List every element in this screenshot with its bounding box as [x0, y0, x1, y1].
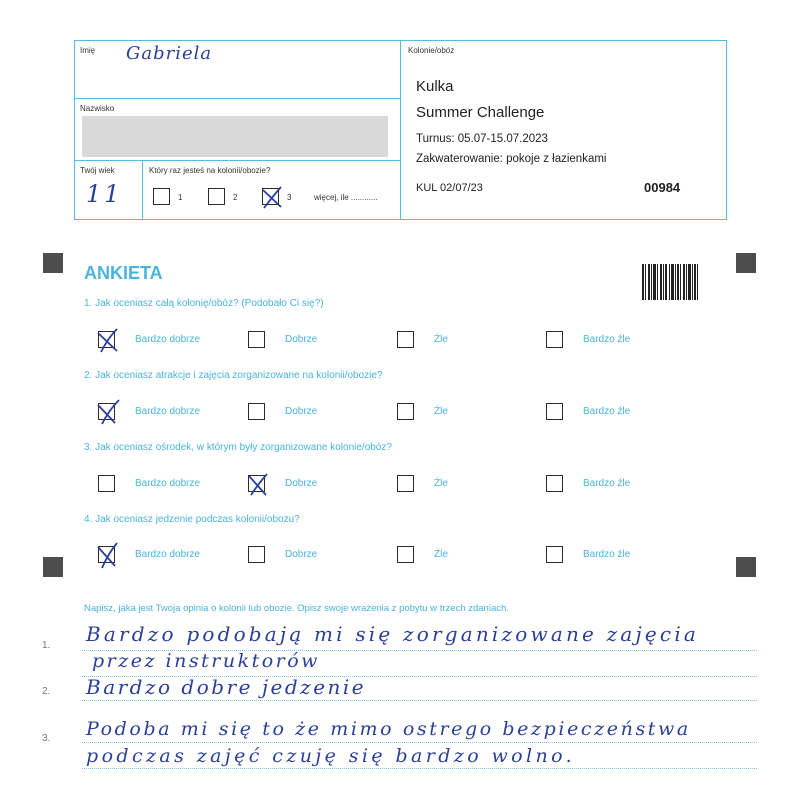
writing-line	[82, 768, 757, 769]
times-more: więcej, ile ............	[314, 193, 378, 202]
registration-marker-top-right	[736, 253, 756, 273]
camp-accommodation: Zakwaterowanie: pokoje z łazienkami	[416, 153, 607, 165]
age-value: 11	[86, 180, 123, 208]
times-checkbox-1[interactable]	[153, 188, 170, 205]
question-1: 1. Jak oceniasz całą kolonię/obóz? (Podobało Ci się?)	[84, 298, 324, 309]
handwritten-line-4: Podoba mi się to że mimo ostrego bezpieczeństwa	[86, 718, 691, 740]
q1-option-zle: Źle	[434, 334, 448, 345]
cross-mark-icon	[95, 399, 121, 425]
times-option-3: 3	[287, 193, 292, 202]
registration-marker-bottom-left	[43, 557, 63, 577]
q3-checkbox-dobrze[interactable]	[248, 475, 265, 492]
camp-code: KUL 02/07/23	[416, 182, 483, 194]
q4-checkbox-dobrze[interactable]	[248, 546, 265, 563]
q1-checkbox-zle[interactable]	[397, 331, 414, 348]
q4-checkbox-bardzo-dobrze[interactable]	[98, 546, 115, 563]
q2-option-bardzo-dobrze: Bardzo dobrze	[135, 406, 201, 417]
q2-option-bardzo-zle: Bardzo źle	[583, 406, 631, 417]
handwritten-line-1: Bardzo podobają mi się zorganizowane zajęcia	[86, 622, 700, 646]
line-number-3: 3.	[42, 733, 51, 744]
surname-label: Nazwisko	[80, 104, 115, 113]
q2-checkbox-dobrze[interactable]	[248, 403, 265, 420]
survey-title: ANKIETA	[84, 263, 163, 283]
q4-checkbox-bardzo-zle[interactable]	[546, 546, 563, 563]
barcode	[642, 264, 698, 300]
question-4: 4. Jak oceniasz jedzenie podczas kolonii/obozu?	[84, 514, 300, 525]
times-checkbox-2[interactable]	[208, 188, 225, 205]
handwritten-line-2: przez instruktorów	[92, 650, 320, 672]
q1-option-bardzo-zle: Bardzo źle	[583, 334, 631, 345]
q3-option-bardzo-zle: Bardzo źle	[583, 478, 631, 489]
q2-checkbox-zle[interactable]	[397, 403, 414, 420]
header-divider-surname	[74, 160, 401, 161]
q2-option-dobrze: Dobrze	[285, 406, 318, 417]
writing-line	[82, 700, 757, 701]
q4-option-zle: Źle	[434, 549, 448, 560]
q3-checkbox-zle[interactable]	[397, 475, 414, 492]
question-2: 2. Jak oceniasz atrakcje i zajęcia zorganizowane na kolonii/obozie?	[84, 370, 383, 381]
line-number-2: 2.	[42, 686, 51, 697]
cross-mark-icon	[95, 327, 121, 353]
q2-checkbox-bardzo-dobrze[interactable]	[98, 403, 115, 420]
q4-option-bardzo-dobrze: Bardzo dobrze	[135, 549, 201, 560]
age-label: Twój wiek	[80, 166, 115, 175]
q1-checkbox-bardzo-zle[interactable]	[546, 331, 563, 348]
q1-checkbox-bardzo-dobrze[interactable]	[98, 331, 115, 348]
camp-program: Summer Challenge	[416, 104, 545, 121]
q1-checkbox-dobrze[interactable]	[248, 331, 265, 348]
times-label: Który raz jesteś na kolonii/obozie?	[149, 166, 271, 175]
writing-line	[82, 742, 757, 743]
name-value: Gabriela	[126, 43, 213, 64]
camp-turnus: Turnus: 05.07-15.07.2023	[416, 133, 548, 145]
times-option-1: 1	[178, 193, 183, 202]
registration-marker-top-left	[43, 253, 63, 273]
question-3: 3. Jak oceniasz ośrodek, w którym były zorganizowane kolonie/obóz?	[84, 442, 392, 453]
surname-redaction	[82, 116, 388, 157]
form-number: 00984	[644, 180, 681, 195]
cross-mark-icon	[95, 542, 121, 568]
q4-option-dobrze: Dobrze	[285, 549, 318, 560]
q3-option-bardzo-dobrze: Bardzo dobrze	[135, 478, 201, 489]
times-option-2: 2	[233, 193, 238, 202]
header-divider-name	[74, 98, 401, 99]
handwritten-line-3: Bardzo dobre jedzenie	[86, 675, 367, 699]
line-number-1: 1.	[42, 640, 51, 651]
handwritten-line-5: podczas zajęć czuję się bardzo wolno.	[86, 745, 576, 767]
name-label: Imię	[80, 46, 96, 55]
q3-option-zle: Źle	[434, 478, 448, 489]
q1-option-dobrze: Dobrze	[285, 334, 318, 345]
q4-checkbox-zle[interactable]	[397, 546, 414, 563]
camp-name: Kulka	[416, 78, 454, 95]
camp-label: Kolonie/obóz	[408, 46, 455, 55]
header-divider-vertical	[400, 40, 401, 219]
q1-option-bardzo-dobrze: Bardzo dobrze	[135, 334, 201, 345]
q3-option-dobrze: Dobrze	[285, 478, 318, 489]
opinion-prompt: Napisz, jaka jest Twoja opinia o kolonii lub obozie. Opisz swoje wrażenia z pobytu w trzech zdaniach.	[84, 603, 509, 614]
q4-option-bardzo-zle: Bardzo źle	[583, 549, 631, 560]
times-checkbox-3[interactable]	[262, 188, 279, 205]
q3-checkbox-bardzo-zle[interactable]	[546, 475, 563, 492]
registration-marker-bottom-right	[736, 557, 756, 577]
q2-checkbox-bardzo-zle[interactable]	[546, 403, 563, 420]
header-divider-age	[142, 160, 143, 219]
q3-checkbox-bardzo-dobrze[interactable]	[98, 475, 115, 492]
q2-option-zle: Źle	[434, 406, 448, 417]
cross-mark-icon	[259, 184, 285, 210]
cross-mark-icon	[245, 471, 271, 497]
